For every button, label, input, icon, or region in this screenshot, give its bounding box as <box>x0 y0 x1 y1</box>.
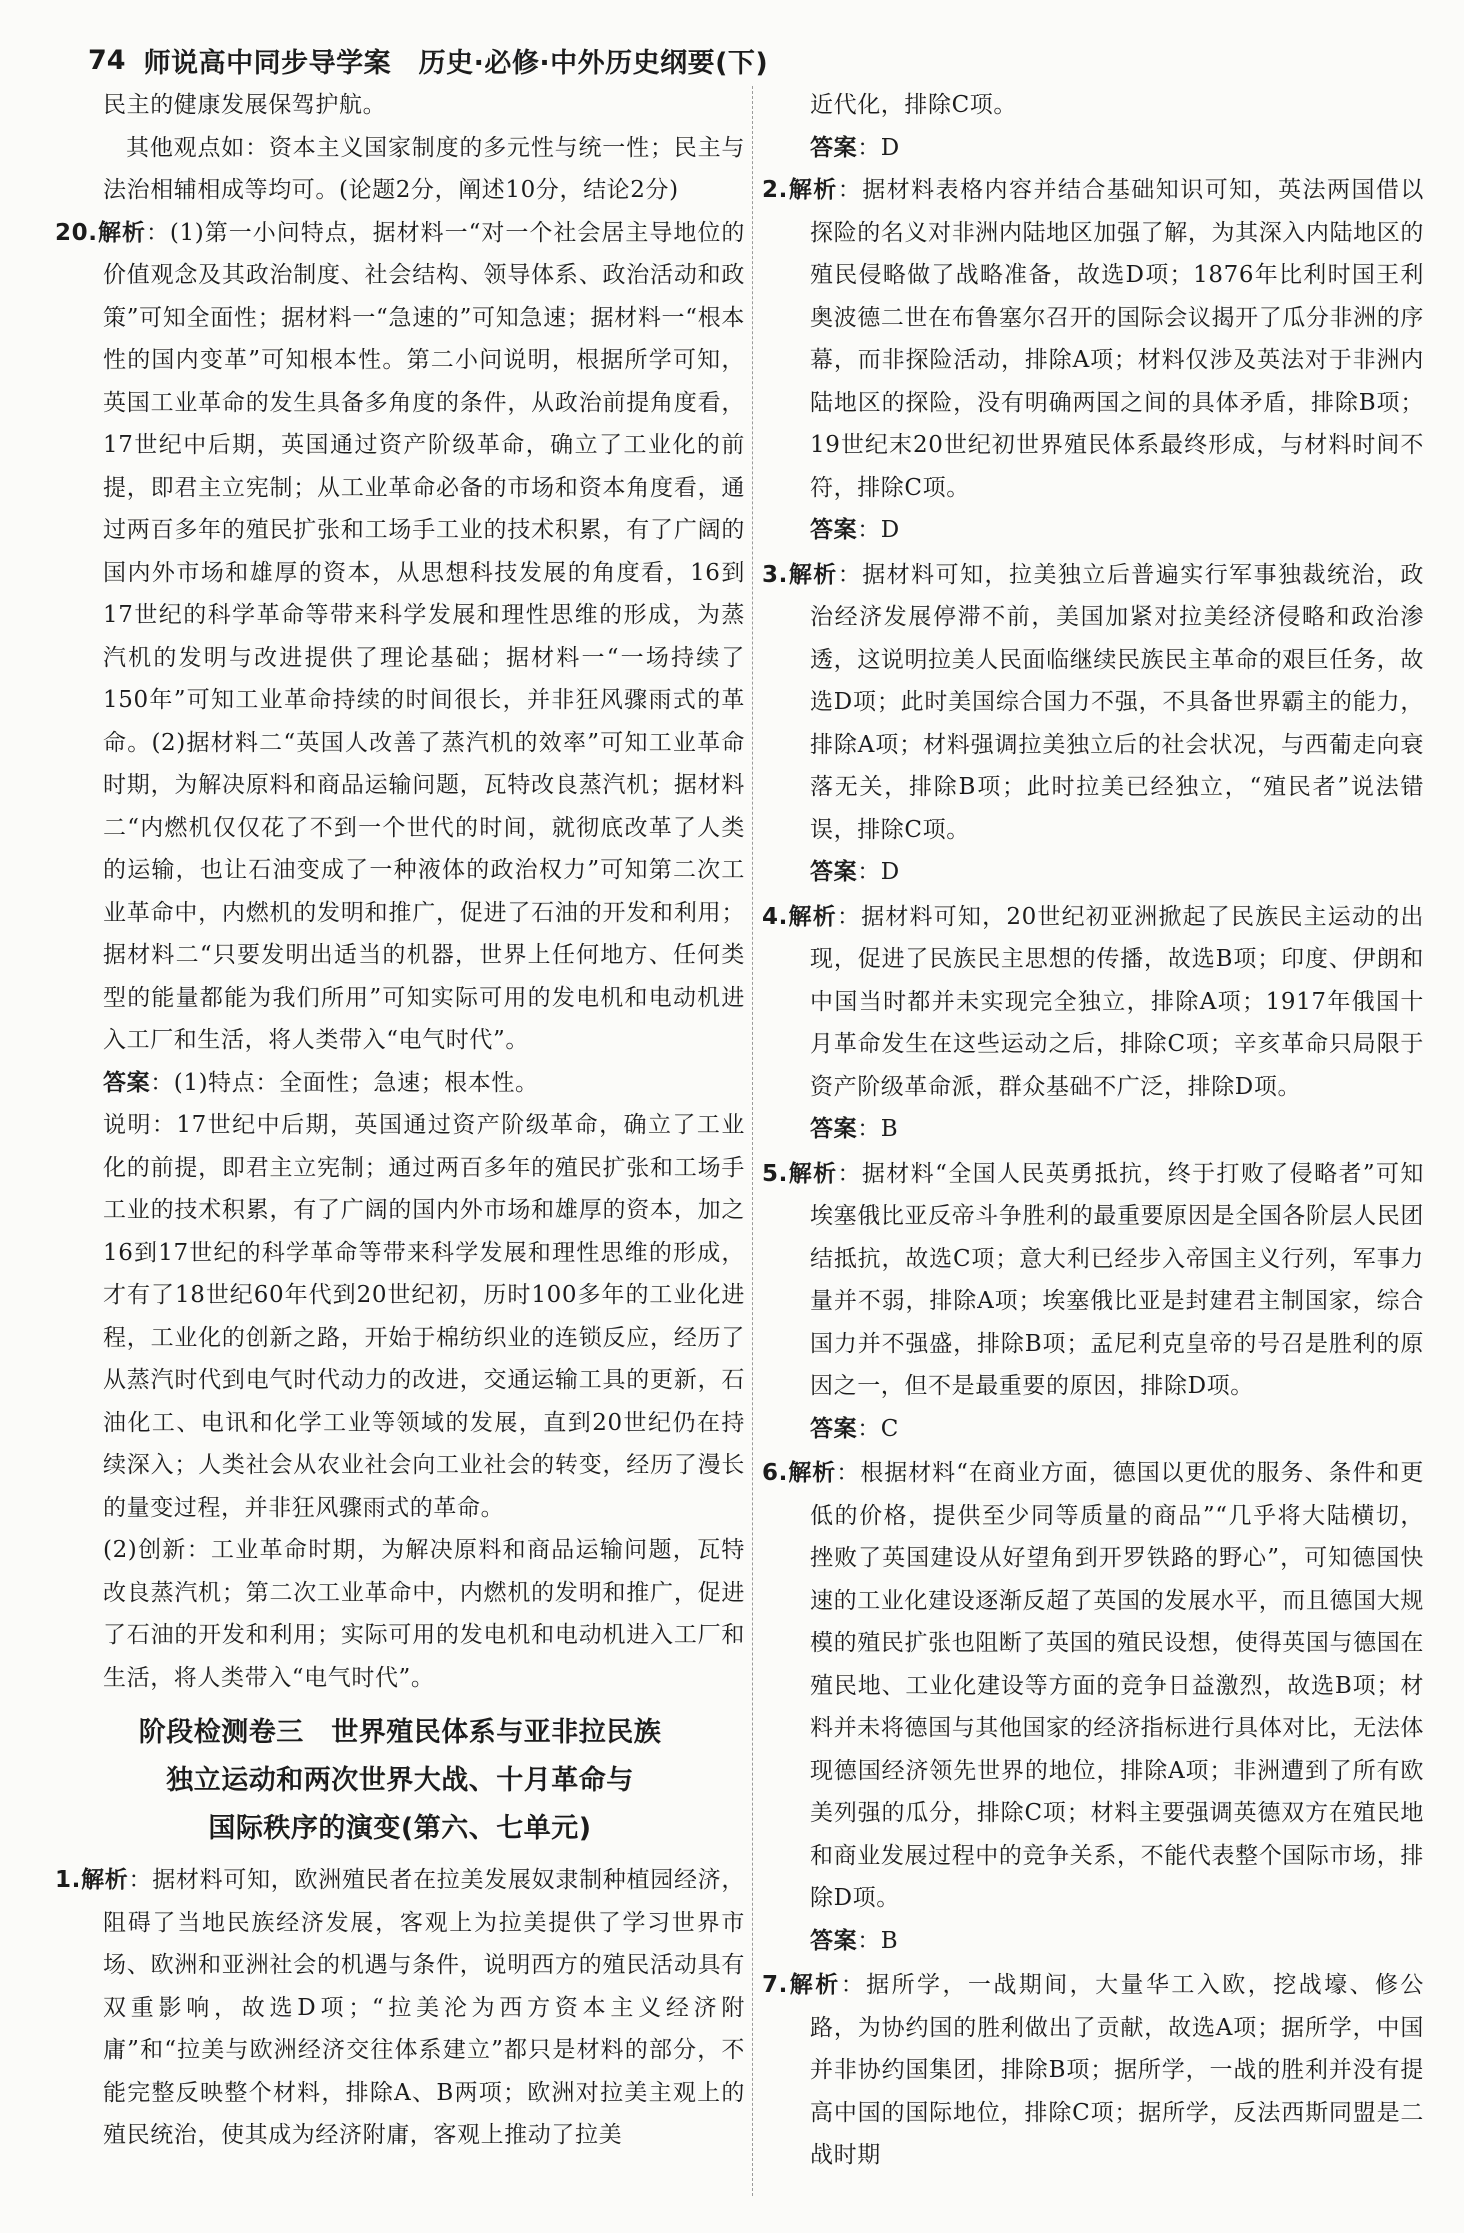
analysis-label: 解析 <box>787 903 837 930</box>
answer-label: 答案 <box>810 134 858 161</box>
question-6-answer <box>762 1920 1424 1963</box>
analysis-text: ：据材料可知，20世纪初亚洲掀起了民族民主运动的出现，促进了民族民主思想的传播，故选B项；印度、伊朗和中国当时都并未实现完全独立，排除A项；1917年俄国十月革命发生在这些运动之后，排除C项；辛亥革命只局限于资产阶级革命派，群众基础不广泛，排除D项。 <box>810 903 1424 1100</box>
analysis-text: ：(1)第一小问特点，据材料一“对一个社会居主导地位的价值观念及其政治制度、社会结构、领导体系、政治活动和政策”可知全面性；据材料一“急速的”可知急速；据材料一“根本性的国内变革”可知根本性。第二小问说明，根据所学可知，英国工业革命的发生具备多角度的条件，从政治前提角度看，17世纪中后期，英国通过资产阶级革命，确立了工业化的前提，即君主立宪制；从工业革命必备的市场和资本角度看，通过两百多年的殖民扩张和工场手工业的技术积累，有了广阔的国内外市场和雄厚的资本，从思想科技发展的角度看，16到17世纪的科学革命等带来科学发展和理性思维的形成，为蒸汽机的发明与改进提供了理论基础；据材料一“一场持续了150年”可知工业革命持续的时间很长，并非狂风骤雨式的革命。(2)据材料二“英国人改善了蒸汽机的效率”可知工业革命时期，为解决原料和商品运输问题，瓦特改良蒸汽机；据材料二“内燃机仅仅花了不到一个世代的时间，就彻底改革了人类的运输，也让石油变成了一种液体的政治权力”可知第二次工业革命中，内燃机的发明和推广，促进了石油的开发和利用；据材料二“只要发明出适当的机器，世界上任何地方、任何类型的能量都能为我们所用”可知实际可用的发电机和电动机进入工厂和生活，将人类带入“电气时代”。 <box>103 219 745 1053</box>
question-1-continued: 近代化，排除C项。 <box>810 92 1017 118</box>
analysis-text: ：据材料表格内容并结合基础知识可知，英法两国借以探险的名义对非洲内陆地区加强了解，为其深入内陆地区的殖民侵略做了战略准备，故选D项；1876年比利时国王利奥波德二世在布鲁塞尔召开的国际会议揭开了瓜分非洲的序幕，而非探险活动，排除A项；材料仅涉及英法对于非洲内陆地区的探险，没有明确两国之间的具体矛盾，排除B项；19世纪末20世纪初世界殖民体系最终形成，与材料时间不符，排除C项。 <box>810 177 1424 501</box>
question-1-answer <box>762 127 1424 170</box>
question-number: 2. <box>762 177 788 203</box>
question-number: 5. <box>762 1160 788 1187</box>
page-number: 74 <box>88 44 126 76</box>
question-number: 6. <box>762 1460 788 1486</box>
answer-label: 答案 <box>810 1116 858 1142</box>
section-title-line-3: 国际秩序的演变(第六、七单元) <box>208 1813 592 1844</box>
question-20 <box>55 212 745 1700</box>
other-views-text: 其他观点如：资本主义国家制度的多元性与统一性；民主与法治相辅相成等均可。(论题2分，阐述10分，结论2分) <box>103 134 745 203</box>
question-6-analysis <box>762 1452 1424 1920</box>
question-3 <box>762 554 1424 894</box>
analysis-label: 解析 <box>787 1972 841 1998</box>
question-6 <box>762 1452 1424 1962</box>
analysis-text: ：据材料“全国人民英勇抵抗，终于打败了侵略者”可知埃塞俄比亚反帝斗争胜利的最重要原因是全国各阶层人民团结抵抗，故选C项；意大利已经步入帝国主义行列，军事力量并不弱，排除A项；埃塞俄比亚是封建君主制国家，综合国力并不强盛，排除B项；孟尼利克皇帝的号召是胜利的原因之一，但不是最重要的原因，排除D项。 <box>810 1160 1424 1399</box>
question-20-analysis <box>55 212 745 1062</box>
answer-label: 答案 <box>810 859 858 885</box>
analysis-label: 解析 <box>80 1867 129 1893</box>
answer-text: ：(1)特点：全面性；急速；根本性。 <box>150 1069 539 1096</box>
question-5-analysis <box>762 1153 1424 1408</box>
answer-text: ：B <box>857 1116 899 1142</box>
answer-label: 答案 <box>810 1415 858 1442</box>
answer-explanation: 说明：17世纪中后期，英国通过资产阶级革命，确立了工业化的前提，即君主立宪制；通过两百多年的殖民扩张和工场手工业的技术积累，有了广阔的国内外市场和雄厚的资本，加之16到17世纪的科学革命等带来科学发展和理性思维的形成，才有了18世纪60年代到20世纪初，历时100多年的工业化进程，工业化的创新之路，开始于棉纺织业的连锁反应，经历了从蒸汽时代到电气时代动力的改进，交通运输工具的更新，石油化工、电讯和化学工业等领域的发展，直到20世纪仍在持续深入；人类社会从农业社会向工业社会的转变，经历了漫长的量变过程，并非狂风骤雨式的革命。 <box>103 1112 745 1521</box>
answer-label: 答案 <box>810 1927 858 1954</box>
analysis-text: ：据材料可知，拉美独立后普遍实行军事独裁统治，政治经济发展停滞不前，美国加紧对拉美经济侵略和政治渗透，这说明拉美人民面临继续民族民主革命的艰巨任务，故选D项；此时美国综合国力不强，不具备世界霸主的能力，排除A项；材料强调拉美独立后的社会状况，与西葡走向衰落无关，排除B项；此时拉美已经独立，“殖民者”说法错误，排除C项。 <box>810 561 1424 843</box>
question-2 <box>762 169 1424 552</box>
book-title: 师说高中同步导学案 历史·必修·中外历史纲要(下) <box>143 47 769 79</box>
analysis-label: 解析 <box>97 219 146 246</box>
analysis-label: 解析 <box>787 177 838 203</box>
question-number: 20. <box>55 219 98 246</box>
analysis-text: ：根据材料“在商业方面，德国以更优的服务、条件和更低的价格，提供至少同等质量的商品”“几乎将大陆横切，挫败了英国建设从好望角到开罗铁路的野心”，可知德国快速的工业化建设逐渐反超了英国的发展水平，而且德国大规模的殖民扩张也阻断了英国的殖民设想，使得英国与德国在殖民地、工业化建设等方面的竞争日益激烈，故选B项；材料并未将德国与其他国家的经济指标进行具体对比，无法体现德国经济领先世界的地位，排除A项；非洲遭到了所有欧美列强的瓜分，排除C项；材料主要强调英德双方在殖民地和商业发展过程中的竞争关系，不能代表整个国际市场，排除D项。 <box>810 1460 1424 1911</box>
answer-label: 答案 <box>103 1069 151 1096</box>
question-4-analysis <box>762 896 1424 1109</box>
answer-text: ：D <box>857 517 900 543</box>
section-title-line-2: 独立运动和两次世界大战、十月革命与 <box>166 1765 634 1796</box>
answer-text: ：D <box>857 859 900 885</box>
question-5-answer <box>762 1408 1424 1451</box>
section-title <box>55 1709 745 1853</box>
question-number: 4. <box>762 903 788 930</box>
question-number: 1. <box>55 1867 81 1893</box>
question-1-analysis <box>55 1859 745 2157</box>
analysis-label: 解析 <box>787 561 838 588</box>
question-3-analysis <box>762 554 1424 852</box>
question-20-answer <box>55 1062 745 1105</box>
question-1 <box>55 1859 745 2157</box>
question-number: 7. <box>762 1972 788 1998</box>
question-number: 3. <box>762 561 788 588</box>
right-column <box>762 84 1424 2214</box>
question-2-answer <box>762 509 1424 552</box>
answer-label: 答案 <box>810 517 858 543</box>
question-4-answer <box>762 1108 1424 1151</box>
answer-text: ：B <box>857 1927 899 1954</box>
answer-text: ：D <box>857 134 900 161</box>
analysis-text: ：据材料可知，欧洲殖民者在拉美发展奴隶制种植园经济，阻碍了当地民族经济发展，客观上为拉美提供了学习世界市场、欧洲和亚洲社会的机遇与条件，说明西方的殖民活动具有双重影响，故选D项；“拉美沦为西方资本主义经济附庸”和“拉美与欧洲经济交往体系建立”都只是材料的部分，不能完整反映整个材料，排除A、B两项；欧洲对拉美主观上的殖民统治，使其成为经济附庸，客观上推动了拉美 <box>103 1867 745 2148</box>
answer-innovation: (2)创新：工业革命时期，为解决原料和商品运输问题，瓦特改良蒸汽机；第二次工业革命中，内燃机的发明和推广，促进了石油的开发和利用；实际可用的发电机和电动机进入工厂和生活，将人类带入“电气时代”。 <box>103 1537 745 1691</box>
column-divider <box>752 86 753 2196</box>
analysis-label: 解析 <box>787 1160 838 1187</box>
question-3-answer <box>762 851 1424 894</box>
question-7-analysis <box>762 1964 1424 2177</box>
question-2-analysis <box>762 169 1424 509</box>
continued-text: 民主的健康发展保驾护航。 <box>103 92 387 118</box>
left-column <box>55 84 745 2214</box>
section-title-line-1: 阶段检测卷三 世界殖民体系与亚非拉民族 <box>138 1717 662 1748</box>
question-7 <box>762 1964 1424 2177</box>
question-4 <box>762 896 1424 1151</box>
answer-text: ：C <box>857 1415 900 1442</box>
analysis-text: ：据所学，一战期间，大量华工入欧，挖战壕、修公路，为协约国的胜利做出了贡献，故选A项；据所学，中国并非协约国集团，排除B项；据所学，一战的胜利并没有提高中国的国际地位，排除C项；据所学，反法西斯同盟是二战时期 <box>810 1972 1424 2168</box>
analysis-label: 解析 <box>787 1460 837 1486</box>
page-header <box>88 40 1378 80</box>
question-5 <box>762 1153 1424 1451</box>
